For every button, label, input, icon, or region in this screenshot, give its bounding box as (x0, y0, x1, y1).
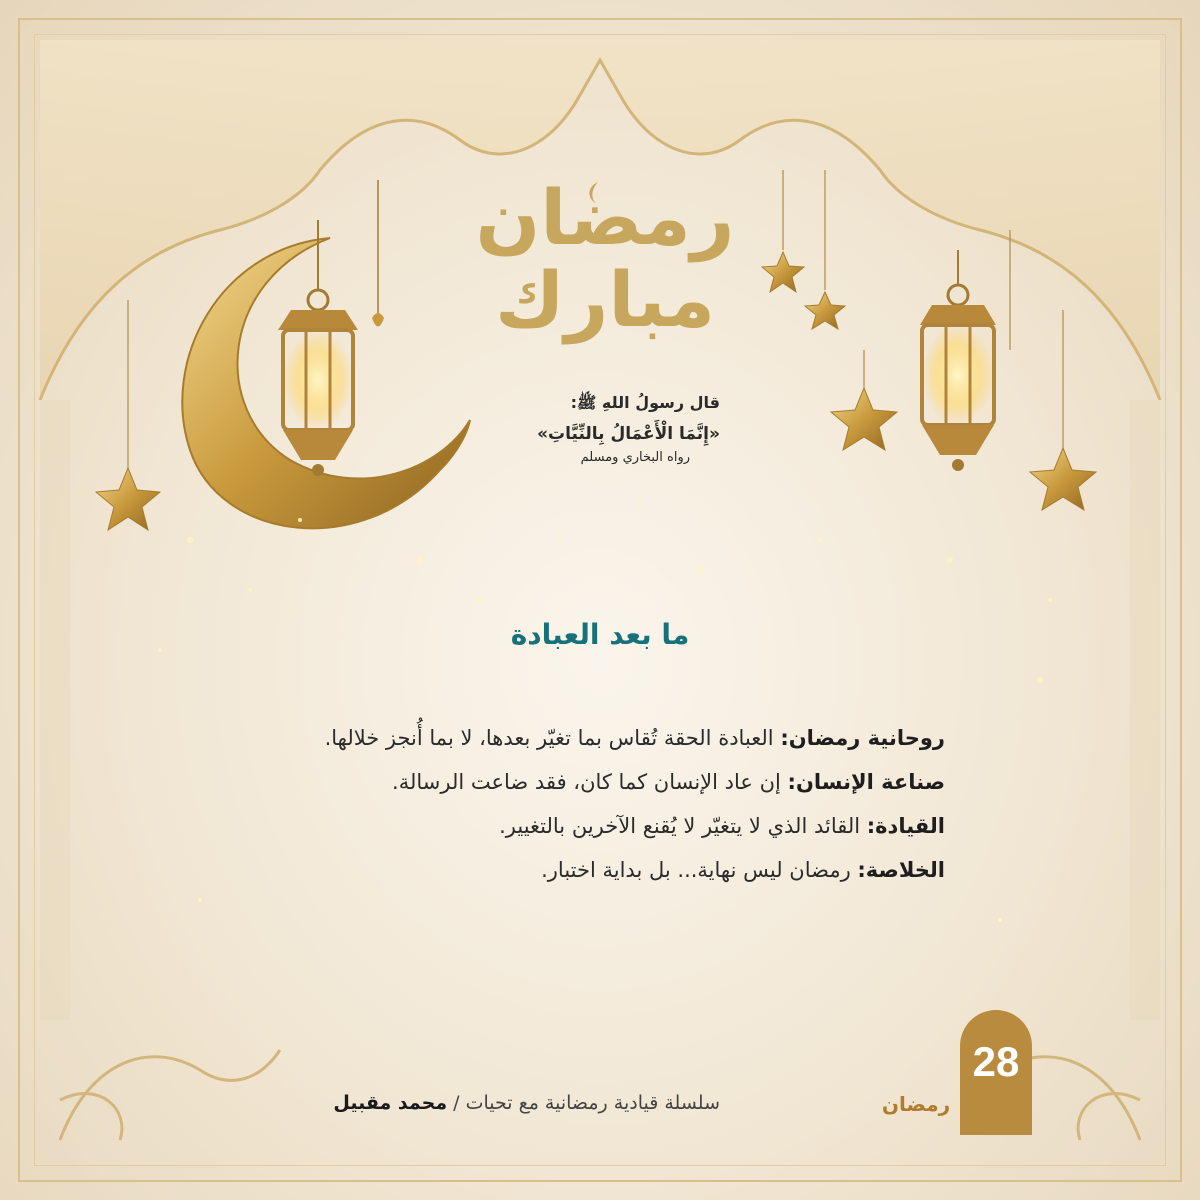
author-name: محمد مقبيل (333, 1092, 448, 1114)
hadith-block (480, 393, 720, 465)
day-badge (960, 1010, 1032, 1135)
point-text: رمضان ليس نهاية... بل بداية اختبار. (541, 858, 858, 882)
right-pillar (1130, 400, 1160, 1020)
star-icon (96, 468, 160, 530)
logo-line-1: رمضان (475, 173, 735, 262)
logo-line-2: مبارك (494, 255, 716, 344)
star-icon (805, 292, 845, 329)
list-item (185, 804, 945, 848)
day-label: رمضان (881, 1092, 951, 1116)
page-title: ما بعد العبادة (510, 618, 690, 651)
list-item (185, 848, 945, 892)
point-label: روحانية رمضان: (780, 726, 945, 750)
list-item (185, 760, 945, 804)
lantern-icon (920, 250, 996, 471)
point-label: صناعة الإنسان: (787, 770, 945, 794)
point-text: العبادة الحقة تُقاس بما تغيّر بعدها، لا بما أُنجز خلالها. (324, 726, 781, 750)
day-number: 28 (972, 1038, 1020, 1085)
points-list (185, 716, 945, 892)
hadith-intro: قال رسولُ اللهِ ﷺ: (570, 393, 720, 412)
footer-credit (160, 1092, 720, 1114)
star-icon (831, 388, 897, 450)
point-text: إن عاد الإنسان كما كان، فقد ضاعت الرسالة. (392, 770, 788, 794)
hadith-quote: «إِنَّمَا الْأَعْمَالُ بِالنِّيَّاتِ» (537, 424, 720, 444)
lantern-icon (278, 180, 384, 476)
list-item (185, 716, 945, 760)
ramadan-mubarak-logo (470, 173, 740, 344)
left-pillar (40, 400, 70, 1020)
point-label: القيادة: (866, 814, 945, 838)
point-label: الخلاصة: (857, 858, 945, 882)
series-name: سلسلة قيادية رمضانية مع تحيات / (447, 1092, 720, 1114)
hadith-source: رواه البخاري ومسلم (580, 450, 690, 465)
star-icon (1030, 448, 1096, 510)
point-text: القائد الذي لا يتغيّر لا يُقنع الآخرين بالتغيير. (499, 814, 867, 838)
star-icon (762, 252, 804, 292)
